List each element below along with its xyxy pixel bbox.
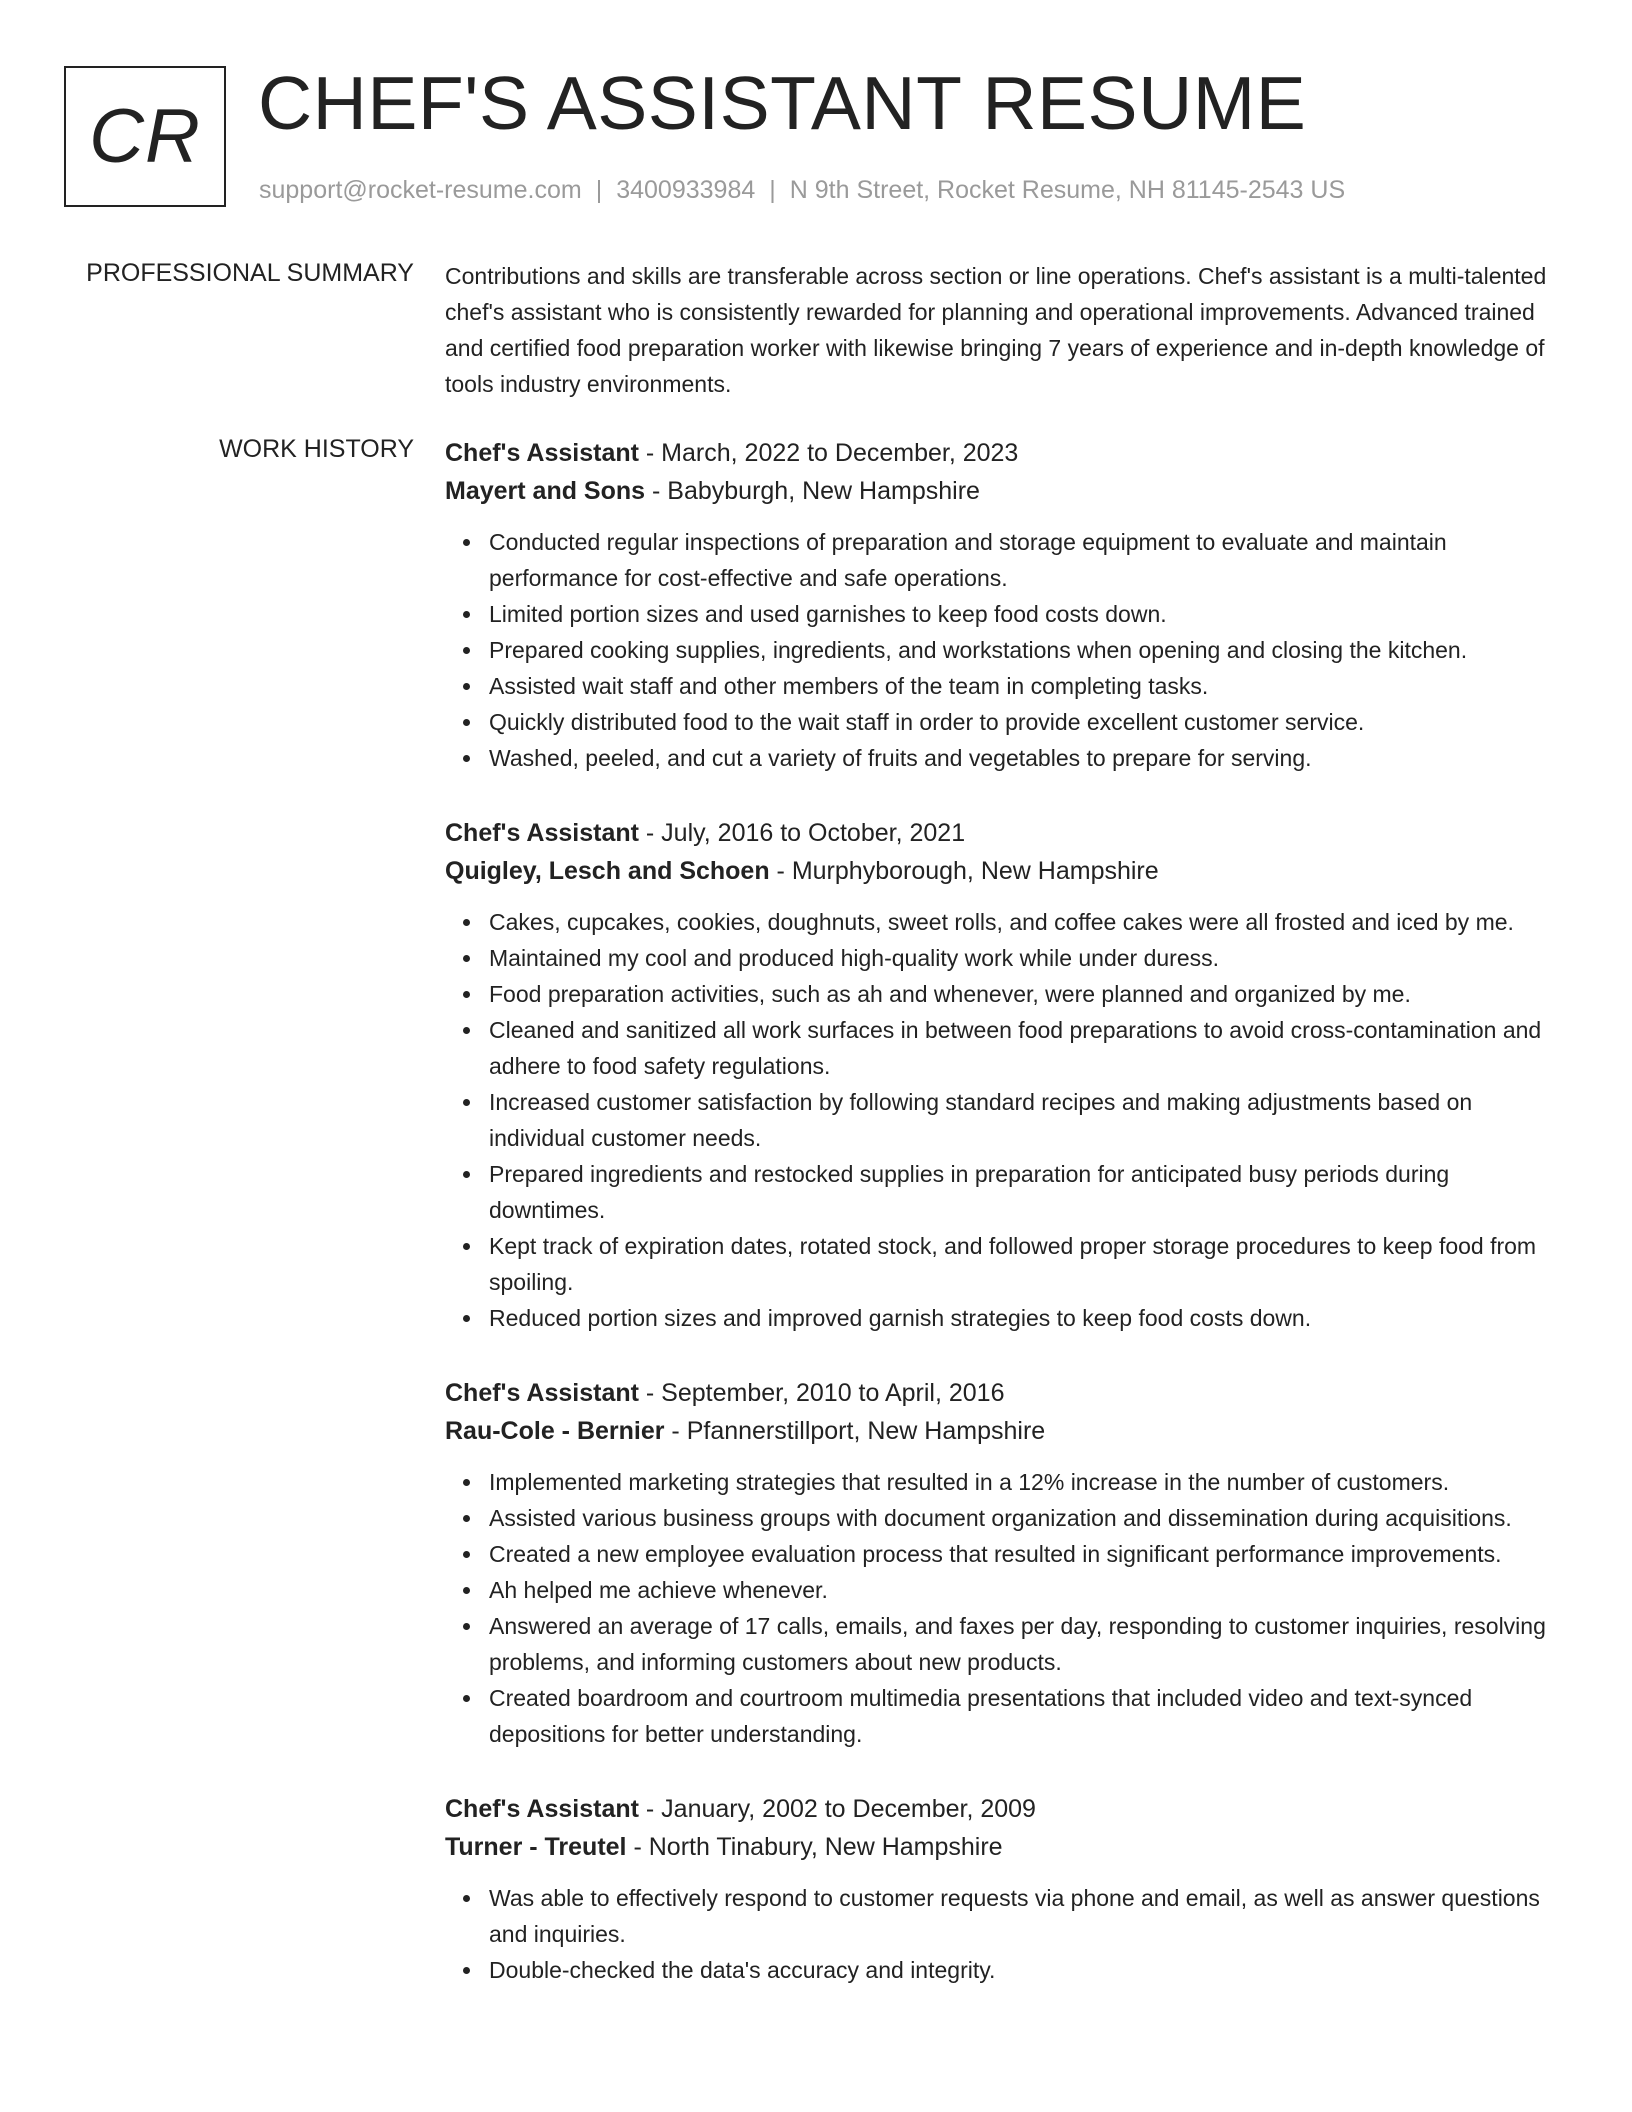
job-entry [445, 1374, 1560, 1752]
job-dates: - March, 2022 to December, 2023 [638, 439, 1019, 467]
contact-line [259, 173, 1345, 207]
contact-separator: | [595, 176, 603, 204]
job-location: - North Tinabury, New Hampshire [626, 1833, 1003, 1861]
job-bullet-list [445, 524, 1560, 776]
job-bullet: Prepared cooking supplies, ingredients, and workstations when opening and closing the kitchen. [489, 632, 1560, 668]
job-bullet: Created a new employee evaluation process that resulted in significant performance improvements. [489, 1536, 1560, 1572]
contact-separator: | [769, 176, 776, 204]
job-bullet-list [445, 1880, 1560, 1988]
job-title: Chef's Assistant [445, 819, 639, 847]
job-company-line [445, 852, 1560, 890]
job-bullet: Implemented marketing strategies that resulted in a 12% increase in the number of customers. [489, 1464, 1560, 1500]
job-location: - Murphyborough, New Hampshire [769, 857, 1159, 885]
job-bullet: Answered an average of 17 calls, emails, and faxes per day, responding to customer inquiries, resolving problems, and informing customers about new products. [489, 1608, 1560, 1680]
job-bullet: Maintained my cool and produced high-quality work while under duress. [489, 940, 1560, 976]
job-bullet-list [445, 1464, 1560, 1752]
job-title: Chef's Assistant [445, 439, 639, 467]
job-title-line [445, 814, 1560, 852]
job-bullet: Increased customer satisfaction by following standard recipes and making adjustments based on individual customer needs. [489, 1084, 1560, 1156]
job-title-line [445, 434, 1560, 472]
resume-title: CHEF'S ASSISTANT RESUME [258, 61, 1307, 145]
job-title: Chef's Assistant [445, 1795, 639, 1823]
contact-address: N 9th Street, Rocket Resume, NH 81145-2543 US [789, 176, 1346, 204]
section-label-work-history: WORK HISTORY [219, 435, 414, 463]
job-bullet-list [445, 904, 1560, 1336]
job-bullet: Washed, peeled, and cut a variety of fruits and vegetables to prepare for serving. [489, 740, 1560, 776]
contact-email: support@rocket-resume.com [259, 176, 582, 204]
job-company-line [445, 472, 1560, 510]
job-bullet: Cakes, cupcakes, cookies, doughnuts, sweet rolls, and coffee cakes were all frosted and iced by me. [489, 904, 1560, 940]
job-company: Mayert and Sons [445, 477, 646, 505]
job-location: - Babyburgh, New Hampshire [645, 477, 980, 505]
job-location: - Pfannerstillport, New Hampshire [664, 1417, 1046, 1445]
job-bullet: Ah helped me achieve whenever. [489, 1572, 1560, 1608]
summary-text: Contributions and skills are transferable across section or line operations. Chef's assistant is a multi-talented chef's assistant who is consistently rewarded for planning and operational improvements. Advanced trained and certified food preparation worker with likewise bringing 7 years of experience and in-depth knowledge of tools industry environments. [445, 263, 1547, 397]
job-bullet: Food preparation activities, such as ah and whenever, were planned and organized by me. [489, 976, 1560, 1012]
job-bullet: Was able to effectively respond to customer requests via phone and email, as well as answer questions and inquiries. [489, 1880, 1560, 1952]
job-bullet: Double-checked the data's accuracy and integrity. [489, 1952, 1560, 1988]
job-entry [445, 1790, 1560, 1988]
job-title-line [445, 1790, 1560, 1828]
job-bullet: Conducted regular inspections of preparation and storage equipment to evaluate and maintain performance for cost-effective and safe operations. [489, 524, 1560, 596]
job-bullet: Created boardroom and courtroom multimedia presentations that included video and text-synced depositions for better understanding. [489, 1680, 1560, 1752]
job-bullet: Prepared ingredients and restocked supplies in preparation for anticipated busy periods during downtimes. [489, 1156, 1560, 1228]
job-company-line [445, 1828, 1560, 1866]
contact-phone: 3400933984 [616, 176, 756, 204]
job-dates: - January, 2002 to December, 2009 [638, 1795, 1036, 1823]
job-entry [445, 434, 1560, 776]
monogram-logo: CR [64, 66, 226, 207]
job-company-line [445, 1412, 1560, 1450]
job-title-line [445, 1374, 1560, 1412]
job-bullet: Cleaned and sanitized all work surfaces in between food preparations to avoid cross-contamination and adhere to food safety regulations. [489, 1012, 1560, 1084]
job-company: Quigley, Lesch and Schoen [445, 857, 770, 885]
work-history-list [445, 434, 1560, 2026]
job-bullet: Reduced portion sizes and improved garnish strategies to keep food costs down. [489, 1300, 1560, 1336]
job-bullet: Quickly distributed food to the wait staff in order to provide excellent customer service. [489, 704, 1560, 740]
job-dates: - July, 2016 to October, 2021 [638, 819, 966, 847]
job-company: Rau-Cole - Bernier [445, 1417, 665, 1445]
job-dates: - September, 2010 to April, 2016 [638, 1379, 1005, 1407]
job-bullet: Assisted wait staff and other members of the team in completing tasks. [489, 668, 1560, 704]
job-bullet: Kept track of expiration dates, rotated stock, and followed proper storage procedures to keep food from spoiling. [489, 1228, 1560, 1300]
job-company: Turner - Treutel [445, 1833, 627, 1861]
job-bullet: Limited portion sizes and used garnishes to keep food costs down. [489, 596, 1560, 632]
job-entry [445, 814, 1560, 1336]
section-label-summary: PROFESSIONAL SUMMARY [86, 259, 414, 287]
job-bullet: Assisted various business groups with document organization and dissemination during acquisitions. [489, 1500, 1560, 1536]
job-title: Chef's Assistant [445, 1379, 639, 1407]
